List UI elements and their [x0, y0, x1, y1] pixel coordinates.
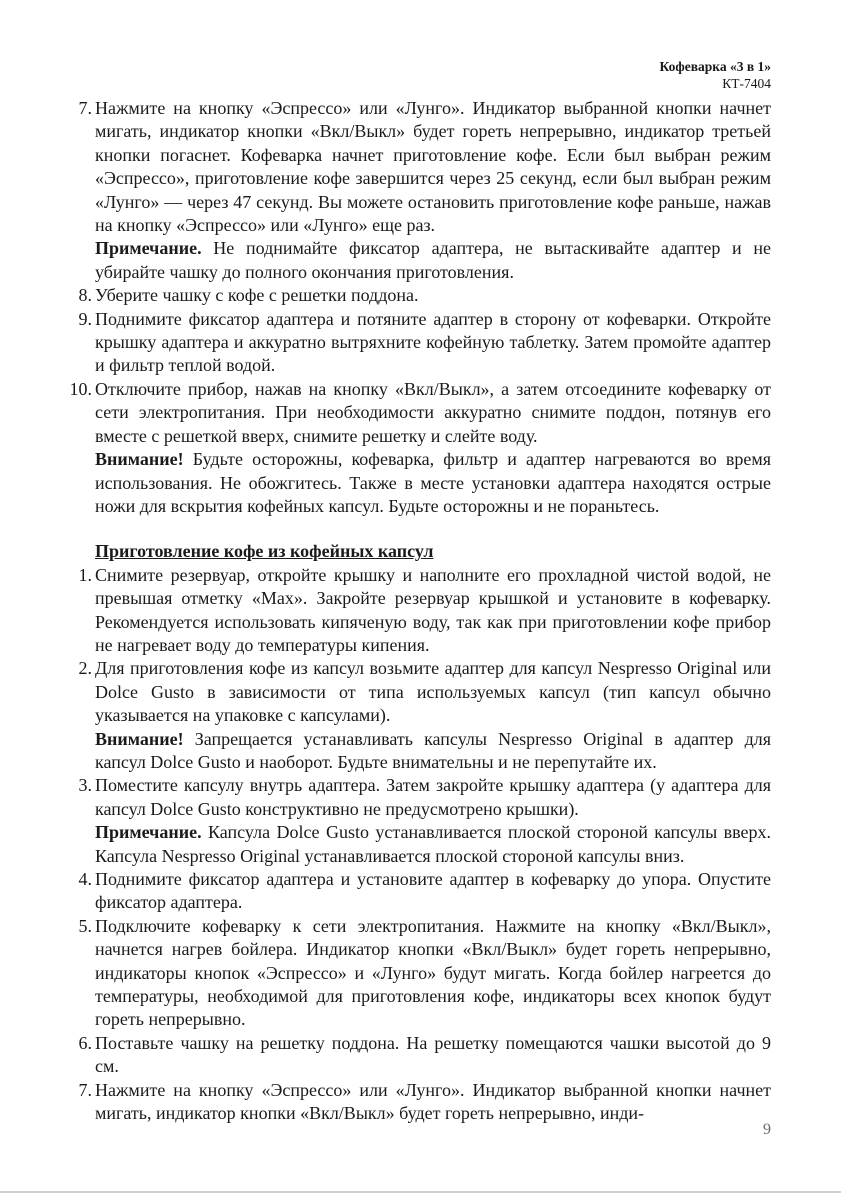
list-item: [60, 97, 771, 237]
warning-text: Запрещается устанавливать капсулы Nespresso Original в адаптер для капсул Dolce Gusto и наоборот. Будьте внимательны и не перепутайте их.: [95, 728, 771, 772]
item-number: 7.: [78, 1079, 92, 1100]
warning-text: Будьте осторожны, кофеварка, фильтр и адаптер нагреваются во время использования. Не обожгитесь. Также в месте установки адаптера находятся острые ножи для вскрытия кофейных капсул. Будьте осторожны и не пораньтесь.: [95, 449, 771, 516]
item-number: 5.: [78, 915, 92, 936]
header-title: Кофеварка «3 в 1»: [659, 59, 771, 74]
item-text: Нажмите на кнопку «Эспрессо» или «Лунго». Индикатор выбранной кнопки начнет мигать, индикатор кнопки «Вкл/Выкл» будет гореть непрерывно, индикатор третьей кнопки погаснет. Кофеварка начнет приготовление кофе. Если был выбран режим «Эспрессо», приготовление кофе завершится через 25 секунд, если был выбран режим «Лунго» — через 47 секунд. Вы можете остановить приготовление кофе раньше, нажав на кнопку «Эспрессо» или «Лунго» еще раз.: [95, 98, 771, 236]
page-number: 9: [763, 1121, 771, 1138]
list-item: [60, 564, 771, 658]
item-text: Поставьте чашку на решетку поддона. На решетку помещаются чашки высотой до 9 см.: [95, 1032, 771, 1077]
list-item: [60, 774, 771, 821]
header-model: КТ-7404: [722, 76, 771, 91]
item-text: Уберите чашку с кофе с решетки поддона.: [95, 285, 419, 306]
list-item: [60, 1079, 771, 1126]
section-title: Приготовление кофе из кофейных капсул: [95, 541, 434, 562]
list-item: [60, 378, 771, 448]
note-paragraph: [60, 821, 771, 868]
warning-label: Внимание!: [95, 728, 184, 749]
list-item: [60, 308, 771, 378]
item-number: 10.: [69, 378, 92, 399]
list-item: [60, 284, 771, 307]
item-number: 6.: [78, 1032, 92, 1053]
item-number: 2.: [78, 658, 92, 679]
warning-label: Внимание!: [95, 449, 184, 470]
list-item: [60, 915, 771, 1032]
note-text: Не поднимайте фиксатор адаптера, не вытаскивайте адаптер и не убирайте чашку до полного окончания приготовления.: [95, 238, 771, 282]
note-paragraph: [60, 237, 771, 284]
item-number: 3.: [78, 775, 92, 796]
item-text: Подключите кофеварку к сети электропитания. Нажмите на кнопку «Вкл/Выкл», начнется нагрев бойлера. Индикатор кнопки «Вкл/Выкл» будет гореть непрерывно, индикаторы кнопок «Эспрессо» и «Лунго» будут мигать. Когда бойлер нагреется до температуры, необходимой для приготовления кофе, индикаторы всех кнопок будут гореть непрерывно.: [95, 915, 771, 1030]
item-text: Поднимите фиксатор адаптера и установите адаптер в кофеварку до упора. Опустите фиксатор адаптера.: [95, 869, 771, 913]
item-text: Нажмите на кнопку «Эспрессо» или «Лунго». Индикатор выбранной кнопки начнет мигать, индикатор кнопки «Вкл/Выкл» будет гореть непрерывно, инди-: [95, 1079, 771, 1124]
item-number: 1.: [78, 564, 92, 585]
page-content: [60, 97, 771, 1125]
item-number: 8.: [78, 285, 92, 306]
item-text: Поместите капсулу внутрь адаптера. Затем закройте крышку адаптера (у адаптера для капсул Dolce Gusto конструктивно не предусмотрено крышки).: [95, 775, 771, 819]
list-item: [60, 868, 771, 915]
note-label: Примечание.: [95, 822, 202, 843]
list-item: [60, 1032, 771, 1079]
warning-paragraph: [60, 728, 771, 775]
item-text: Отключите прибор, нажав на кнопку «Вкл/Выкл», а затем отсоедините кофеварку от сети электропитания. При необходимости аккуратно снимите поддон, потянув его вместе с решеткой вверх, снимите решетку и слейте воду.: [95, 378, 771, 446]
item-number: 7.: [78, 98, 92, 118]
item-text: Поднимите фиксатор адаптера и потяните адаптер в сторону от кофеварки. Откройте крышку адаптера и аккуратно вытряхните кофейную таблетку. Затем промойте адаптер и фильтр теплой водой.: [95, 308, 771, 376]
page-header: [660, 58, 772, 92]
list-item: [60, 657, 771, 727]
note-text: Капсула Dolce Gusto устанавливается плоской стороной капсулы вверх. Капсула Nespresso Original устанавливается плоской стороной капсулы вниз.: [95, 822, 771, 866]
warning-paragraph: [60, 448, 771, 518]
note-label: Примечание.: [95, 238, 202, 259]
item-text: Снимите резервуар, откройте крышку и наполните его прохладной чистой водой, не превышая отметку «Мах». Закройте резервуар крышкой и установите в кофеварку. Рекомендуется использовать кипяченую воду, так как при приготовлении кофе прибор не нагревает воду до температуры кипения.: [95, 564, 771, 655]
item-number: 4.: [78, 869, 92, 889]
item-number: 9.: [78, 308, 92, 329]
item-text: Для приготовления кофе из капсул возьмите адаптер для капсул Nespresso Original или Dolce Gusto в зависимости от типа используемых капсул (тип капсул обычно указывается на упаковке с капсулами).: [95, 658, 771, 726]
